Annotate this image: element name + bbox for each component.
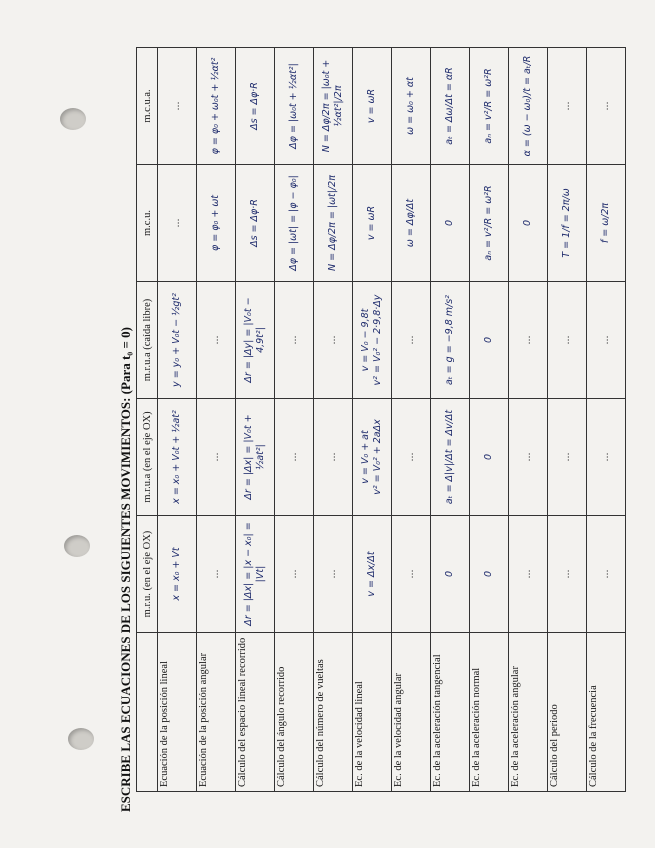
table-row	[353, 48, 392, 792]
equation-cell: ...	[509, 516, 548, 633]
table-row	[431, 48, 470, 792]
equation-cell: y = y₀ + V₀t − ½gt²	[158, 282, 197, 399]
equation-cell: x = x₀ + V₀t + ½at²	[158, 399, 197, 516]
row-label: Ec. de la aceleración tangencial	[431, 633, 470, 792]
equation-cell: Δr = |Δy| = |V₀t − 4,9t²|	[236, 282, 275, 399]
equation-cell: ...	[197, 282, 236, 399]
equation-cell: v = V₀ − 9,8t v² = V₀² − 2·9,8·Δy	[353, 282, 392, 399]
equation-cell: T = 1/f = 2π/ω	[548, 165, 587, 282]
equation-cell: 0	[470, 399, 509, 516]
equation-cell: ...	[275, 282, 314, 399]
equation-cell: 0	[470, 282, 509, 399]
equation-cell: v = ωR	[353, 165, 392, 282]
row-label: Cálculo de la frecuencia	[587, 633, 626, 792]
table-row	[158, 48, 197, 792]
row-label: Ecuación de la posición lineal	[158, 633, 197, 792]
equation-cell: ...	[314, 399, 353, 516]
equation-cell: ...	[587, 516, 626, 633]
equation-cell: ...	[197, 516, 236, 633]
table-row	[509, 48, 548, 792]
binder-hole	[60, 108, 86, 130]
column-header: m.c.u.	[137, 165, 158, 282]
equation-cell: ...	[392, 282, 431, 399]
equation-cell: α = (ω − ω₀)/t = aₜ/R	[509, 48, 548, 165]
equation-cell: ...	[197, 399, 236, 516]
equation-cell: ...	[587, 48, 626, 165]
equation-cell: ...	[158, 48, 197, 165]
equation-cell: 0	[509, 165, 548, 282]
equation-cell: ...	[548, 516, 587, 633]
table-row	[470, 48, 509, 792]
equation-cell: x = x₀ + Vt	[158, 516, 197, 633]
table-row	[275, 48, 314, 792]
equation-cell: ...	[548, 282, 587, 399]
table-row	[197, 48, 236, 792]
equation-cell: ...	[275, 516, 314, 633]
table-row	[314, 48, 353, 792]
equation-cell: ...	[392, 516, 431, 633]
equation-cell: ...	[275, 399, 314, 516]
table-row	[236, 48, 275, 792]
equation-cell: aₙ = v²/R = ω²R	[470, 48, 509, 165]
column-header: m.r.u. (en el eje OX)	[137, 516, 158, 633]
equation-cell: Δr = |Δx| = |x − x₀| = |Vt|	[236, 516, 275, 633]
table-row	[548, 48, 587, 792]
equation-cell: ...	[587, 399, 626, 516]
table-row	[587, 48, 626, 792]
row-label: Ec. de la aceleración normal	[470, 633, 509, 792]
row-label: Cálculo del espacio lineal recorrido	[236, 633, 275, 792]
equation-cell: aₜ = Δ|v|/Δt = Δv/Δt	[431, 399, 470, 516]
binder-hole	[68, 728, 94, 750]
equation-cell: 0	[470, 516, 509, 633]
equation-cell: ...	[548, 399, 587, 516]
equation-cell: Δs = Δφ·R	[236, 48, 275, 165]
equation-cell: ...	[314, 516, 353, 633]
equation-cell: N = Δφ/2π = |ωt|/2π	[314, 165, 353, 282]
equation-cell: ...	[158, 165, 197, 282]
rotated-worksheet	[118, 42, 638, 812]
equation-cell: ...	[314, 282, 353, 399]
equation-cell: ...	[509, 399, 548, 516]
equation-cell: aₜ = Δω/Δt = αR	[431, 48, 470, 165]
equation-cell: aₙ = v²/R = ω²R	[470, 165, 509, 282]
row-label: Cálculo del periodo	[548, 633, 587, 792]
row-label: Ecuación de la posición angular	[197, 633, 236, 792]
equation-cell: aₜ = g = −9,8 m/s²	[431, 282, 470, 399]
equation-cell: Δs = Δφ·R	[236, 165, 275, 282]
equation-cell: ...	[587, 282, 626, 399]
row-label: Cálculo del ángulo recorrido	[275, 633, 314, 792]
equation-cell: ...	[392, 399, 431, 516]
equation-cell: ω = Δφ/Δt	[392, 165, 431, 282]
equation-cell: 0	[431, 516, 470, 633]
equation-cell: v = Δx/Δt	[353, 516, 392, 633]
equation-cell: ...	[509, 282, 548, 399]
column-header: m.r.u.a (en el eje OX)	[137, 399, 158, 516]
row-label: Cálculo del número de vueltas	[314, 633, 353, 792]
equation-cell: Δφ = |ω₀t + ½αt²|	[275, 48, 314, 165]
row-label: Ec. de la velocidad angular	[392, 633, 431, 792]
table-header-row	[137, 48, 158, 792]
equations-table	[136, 47, 626, 792]
table-row	[392, 48, 431, 792]
equation-cell: f = ω/2π	[587, 165, 626, 282]
column-header	[137, 633, 158, 792]
row-label: Ec. de la aceleración angular	[509, 633, 548, 792]
column-header: m.r.u.a (caída libre)	[137, 282, 158, 399]
equation-cell: φ = φ₀ + ω₀t + ½αt²	[197, 48, 236, 165]
equation-cell: Δφ = |ωt| = |φ − φ₀|	[275, 165, 314, 282]
equation-cell: ...	[548, 48, 587, 165]
equation-cell: 0	[431, 165, 470, 282]
equation-cell: v = V₀ + at v² = V₀² + 2aΔx	[353, 399, 392, 516]
table-body	[158, 48, 626, 792]
equation-cell: ω = ω₀ + αt	[392, 48, 431, 165]
equation-cell: N = Δφ/2π = |ω₀t + ½αt²|/2π	[314, 48, 353, 165]
row-label: Ec. de la velocidad lineal	[353, 633, 392, 792]
binder-hole	[64, 535, 90, 557]
equation-cell: v = ωR	[353, 48, 392, 165]
column-header: m.c.u.a.	[137, 48, 158, 165]
equation-cell: φ = φ₀ + ωt	[197, 165, 236, 282]
worksheet-title: ESCRIBE LAS ECUACIONES DE LOS SIGUIENTES MOVIMIENTOS: (Para t₀ = 0)	[118, 327, 133, 812]
equation-cell: Δr = |Δx| = |V₀t + ½at²|	[236, 399, 275, 516]
